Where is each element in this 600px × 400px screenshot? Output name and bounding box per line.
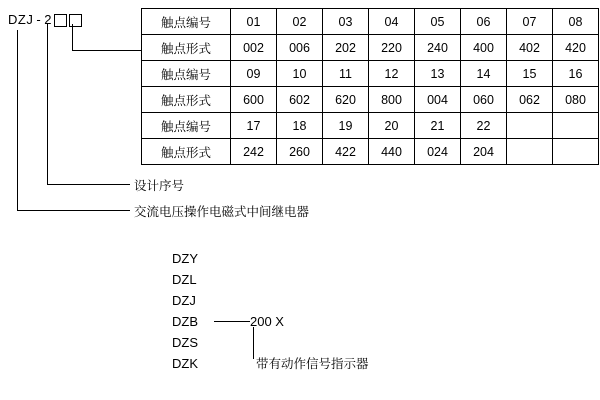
table-cell: 08 — [553, 9, 599, 35]
series-list — [172, 248, 198, 374]
row-header: 触点形式 — [142, 139, 231, 165]
table-cell: 004 — [415, 87, 461, 113]
leader-line-design-vertical — [47, 24, 48, 184]
list-item: DZY — [172, 251, 198, 266]
table-cell: 620 — [323, 87, 369, 113]
model-code-dash: - — [36, 12, 42, 27]
relay-desc-label: 交流电压操作电磁式中间继电器 — [134, 205, 310, 219]
table-cell: 260 — [277, 139, 323, 165]
table-cell: 16 — [553, 61, 599, 87]
table-cell: 09 — [231, 61, 277, 87]
table-row — [142, 9, 599, 35]
leader-line-contact-horizontal — [72, 50, 141, 51]
list-item: DZS — [172, 335, 198, 350]
row-header: 触点编号 — [142, 61, 231, 87]
table-cell — [553, 113, 599, 139]
model-code-prefix: DZJ — [8, 12, 34, 27]
table-cell: 420 — [553, 35, 599, 61]
table-cell: 060 — [461, 87, 507, 113]
table-cell: 05 — [415, 9, 461, 35]
table-cell: 202 — [323, 35, 369, 61]
table-cell: 12 — [369, 61, 415, 87]
table-cell: 800 — [369, 87, 415, 113]
table-cell: 440 — [369, 139, 415, 165]
table-cell: 02 — [277, 9, 323, 35]
row-header: 触点编号 — [142, 113, 231, 139]
model-code — [8, 12, 82, 27]
table-cell: 13 — [415, 61, 461, 87]
table-cell: 17 — [231, 113, 277, 139]
leader-line-relay-vertical — [17, 30, 18, 210]
leader-line-relay-horizontal — [17, 210, 130, 211]
table-cell: 422 — [323, 139, 369, 165]
table-cell: 242 — [231, 139, 277, 165]
series-suffix-label: 200 X — [250, 314, 284, 329]
row-header: 触点形式 — [142, 87, 231, 113]
table-row — [142, 113, 599, 139]
table-row — [142, 87, 599, 113]
table-cell: 402 — [507, 35, 553, 61]
list-item: DZL — [172, 272, 197, 287]
table-cell: 006 — [277, 35, 323, 61]
table-cell: 204 — [461, 139, 507, 165]
table-cell: 04 — [369, 9, 415, 35]
table-cell: 600 — [231, 87, 277, 113]
table-cell: 21 — [415, 113, 461, 139]
indicator-leader-vertical — [253, 327, 254, 359]
table-cell: 240 — [415, 35, 461, 61]
table-cell: 14 — [461, 61, 507, 87]
series-connector-line — [214, 321, 250, 322]
list-item: DZB — [172, 314, 198, 329]
leader-line-contact-vertical — [72, 24, 73, 50]
table-cell: 18 — [277, 113, 323, 139]
indicator-label: 带有动作信号指示器 — [256, 357, 369, 371]
table-cell: 11 — [323, 61, 369, 87]
table-cell: 220 — [369, 35, 415, 61]
table-cell: 062 — [507, 87, 553, 113]
model-code-box-1 — [54, 14, 67, 27]
table-row — [142, 35, 599, 61]
model-code-series-digit: 2 — [44, 12, 52, 27]
table-cell: 06 — [461, 9, 507, 35]
row-header: 触点编号 — [142, 9, 231, 35]
table-row — [142, 139, 599, 165]
table-row — [142, 61, 599, 87]
contact-spec-table — [141, 8, 599, 165]
table-cell: 07 — [507, 9, 553, 35]
table-cell: 024 — [415, 139, 461, 165]
model-code-box-2 — [69, 14, 82, 27]
table-cell: 002 — [231, 35, 277, 61]
table-cell: 400 — [461, 35, 507, 61]
table-cell: 20 — [369, 113, 415, 139]
table-cell: 19 — [323, 113, 369, 139]
table-cell: 01 — [231, 9, 277, 35]
table-cell — [507, 113, 553, 139]
table-cell: 22 — [461, 113, 507, 139]
table-cell: 10 — [277, 61, 323, 87]
table-cell: 080 — [553, 87, 599, 113]
row-header: 触点形式 — [142, 35, 231, 61]
list-item: DZK — [172, 356, 198, 371]
design-no-label: 设计序号 — [134, 179, 185, 193]
leader-line-design-horizontal — [47, 184, 130, 185]
list-item: DZJ — [172, 293, 196, 308]
table-cell: 15 — [507, 61, 553, 87]
table-cell — [553, 139, 599, 165]
table-cell — [507, 139, 553, 165]
table-cell: 602 — [277, 87, 323, 113]
table-cell: 03 — [323, 9, 369, 35]
